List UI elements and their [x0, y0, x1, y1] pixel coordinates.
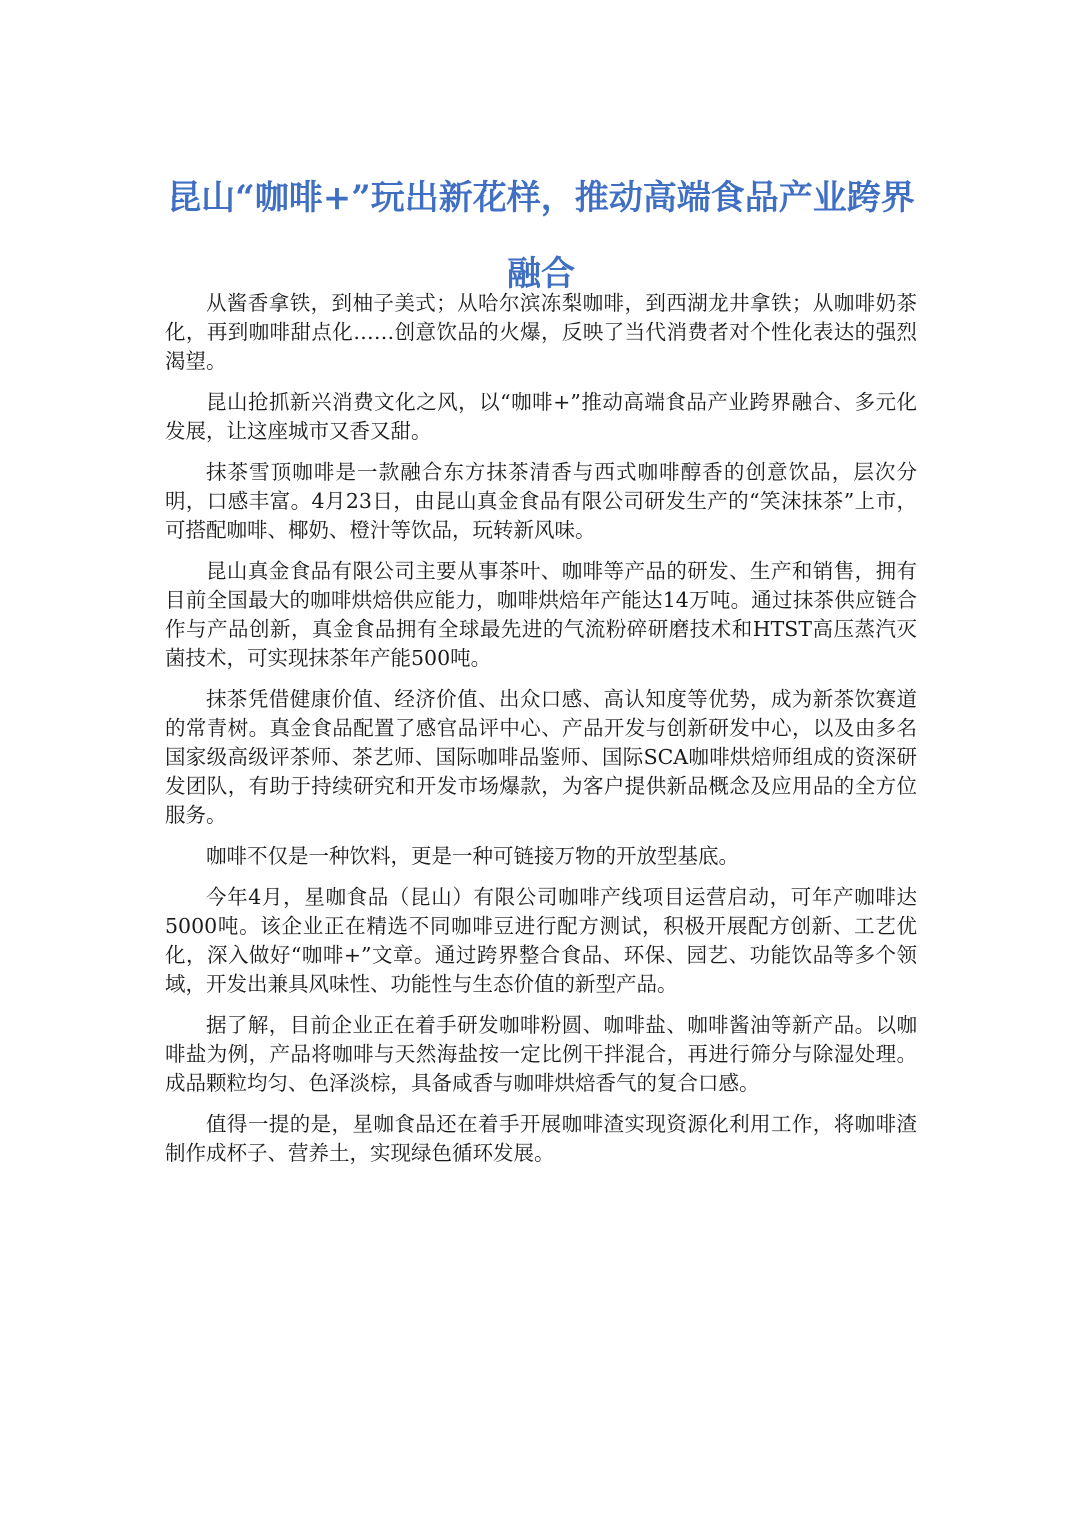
paragraph-4: 昆山真金食品有限公司主要从事茶叶、咖啡等产品的研发、生产和销售，拥有目前全国最大的咖啡烘焙供应能力，咖啡烘焙年产能达14万吨。通过抹茶供应链合作与产品创新，真金食品拥有全球最先进的气流粉碎研磨技术和HTST高压蒸汽灭菌技术，可实现抹茶年产能500吨。: [165, 559, 917, 670]
article-body: [165, 289, 917, 1180]
paragraph-1: 从酱香拿铁，到柚子美式；从哈尔滨冻梨咖啡，到西湖龙井拿铁；从咖啡奶茶化，再到咖啡甜点化……创意饮品的火爆，反映了当代消费者对个性化表达的强烈渴望。: [165, 291, 917, 373]
paragraph-6: 咖啡不仅是一种饮料，更是一种可链接万物的开放型基底。: [206, 844, 739, 868]
paragraph-5: 抹茶凭借健康价值、经济价值、出众口感、高认知度等优势，成为新茶饮赛道的常青树。真金食品配置了感官品评中心、产品开发与创新研发中心，以及由多名国家级高级评茶师、茶艺师、国际咖啡品鉴师、国际SCA咖啡烘焙师组成的资深研发团队，有助于持续研究和开发市场爆款，为客户提供新品概念及应用品的全方位服务。: [165, 687, 917, 827]
paragraph-3: 抹茶雪顶咖啡是一款融合东方抹茶清香与西式咖啡醇香的创意饮品，层次分明，口感丰富。4月23日，由昆山真金食品有限公司研发生产的“笑沫抹茶”上市，可搭配咖啡、椰奶、橙汁等饮品，玩转新风味。: [165, 460, 917, 542]
paragraph-2: 昆山抢抓新兴消费文化之风，以“咖啡+”推动高端食品产业跨界融合、多元化发展，让这座城市又香又甜。: [165, 390, 917, 443]
article-title: 昆山“咖啡+”玩出新花样，推动高端食品产业跨界融合: [167, 178, 915, 294]
paragraph-7: 今年4月，星咖食品（昆山）有限公司咖啡产线项目运营启动，可年产咖啡达5000吨。该企业正在精选不同咖啡豆进行配方测试，积极开展配方创新、工艺优化，深入做好“咖啡+”文章。通过跨界整合食品、环保、园艺、功能饮品等多个领域，开发出兼具风味性、功能性与生态价值的新型产品。: [165, 885, 917, 996]
paragraph-8: 据了解，目前企业正在着手研发咖啡粉圆、咖啡盐、咖啡酱油等新产品。以咖啡盐为例，产品将咖啡与天然海盐按一定比例干拌混合，再进行筛分与除湿处理。成品颗粒均匀、色泽淡棕，具备咸香与咖啡烘焙香气的复合口感。: [165, 1013, 917, 1095]
paragraph-9: 值得一提的是，星咖食品还在着手开展咖啡渣实现资源化利用工作，将咖啡渣制作成杯子、营养土，实现绿色循环发展。: [165, 1112, 917, 1165]
